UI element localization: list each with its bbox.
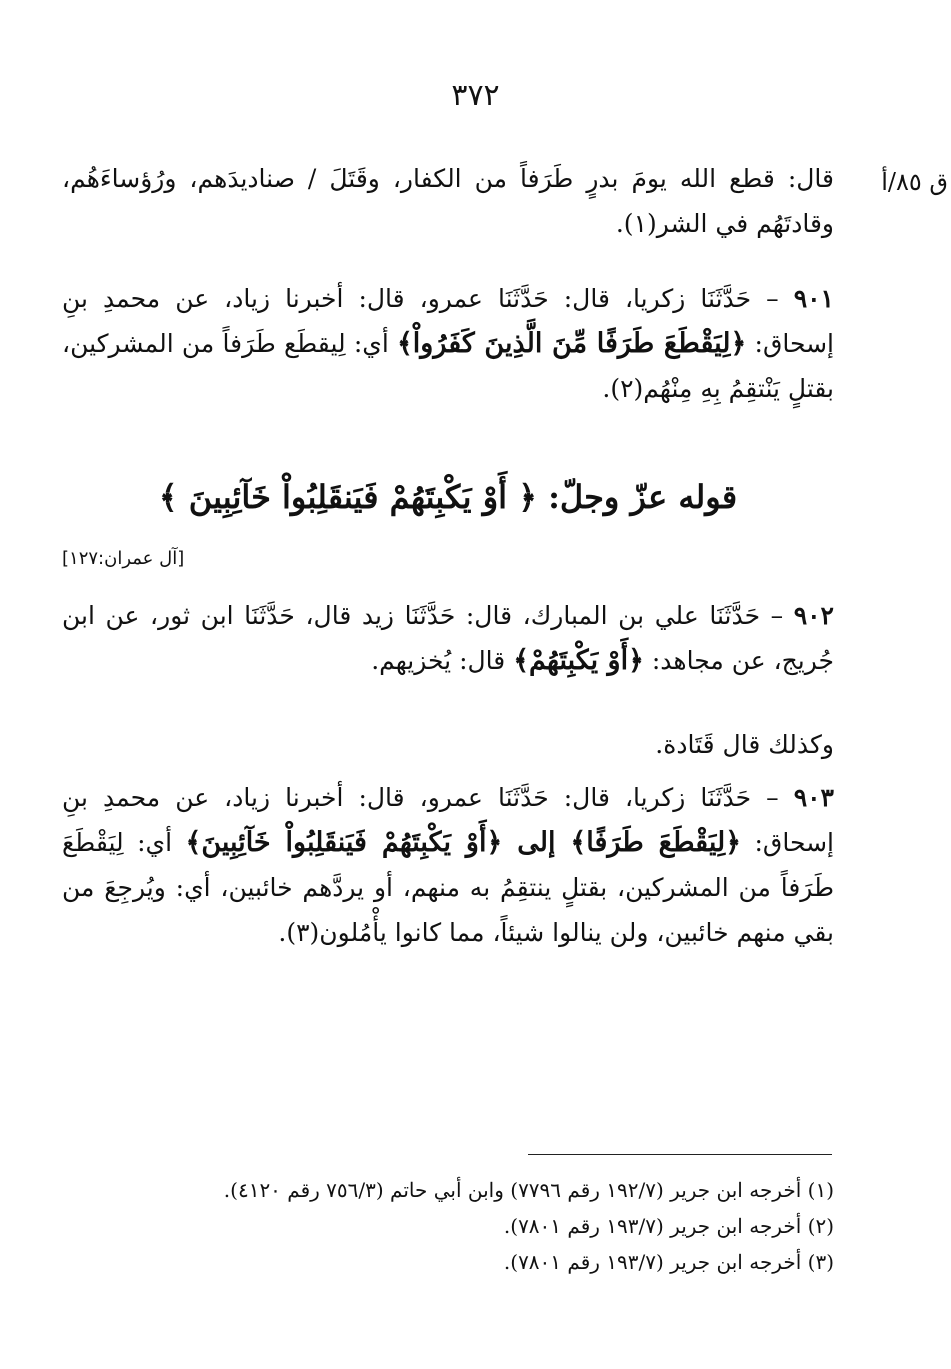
- quran-quote: ﴿لِيَقْطَعَ طَرَفًا مِّنَ الَّذِينَ كَفَرُواْ﴾: [396, 328, 747, 359]
- hadith-number: ٩٠١: [793, 284, 834, 313]
- footnote-divider: [528, 1154, 832, 1155]
- hadith-902: [62, 593, 834, 683]
- footnote-3: (٣) أخرجه ابن جرير (١٩٣/٧ رقم ٧٨٠١).: [503, 1250, 834, 1274]
- paragraph-text: وكذلك قال قَتَادة.: [655, 730, 834, 759]
- hadith-901: [62, 276, 834, 411]
- hadith-number: ٩٠٣: [793, 783, 834, 812]
- footnotes: [62, 1172, 834, 1280]
- quran-quote: ﴿أَوْ يَكْبِتَهُمْ﴾: [513, 645, 644, 676]
- hadith-text: أي: لِيَقْطَعَ طَرَفاً من المشركين، بقتلٍ ينتقِمُ به منهم، أو يردَّهم خائبين، أي: ويُرجِعَ من بقي منهم خائبين، ولن ينالوا شيئاً، مما كانوا يأْمُلون(٣).: [62, 828, 834, 947]
- connector-text: إلى: [502, 827, 571, 858]
- hadith-text: – حَدَّثَنَا علي بن المبارك، قال: حَدَّثَنَا زيد قال، حَدَّثَنَا ابن ثور، عن ابن جُريج، عن مجاهد:: [62, 601, 834, 675]
- page-number: ٣٧٢: [451, 78, 500, 113]
- hadith-text: قال: يُخزيهم.: [371, 646, 514, 675]
- marginal-manuscript-note: ق ٨٥/أ: [881, 168, 948, 196]
- paragraph-qatada: [62, 722, 834, 767]
- footnote-2: (٢) أخرجه ابن جرير (١٩٣/٧ رقم ٧٨٠١).: [503, 1214, 834, 1238]
- section-heading: [62, 478, 834, 516]
- hadith-text: – حَدَّثَنَا زكريا، قال: حَدَّثَنَا عمرو، قال: أخبرنا زياد، عن محمدِ بنِ إسحاق:: [62, 284, 834, 358]
- hadith-text: أي: لِيقطَع طَرَفاً من المشركين، بقتلٍ يَنْتقِمُ بِهِ مِنْهُم(٢).: [62, 329, 834, 403]
- paragraph-intro: [62, 156, 834, 246]
- heading-verse: ﴿ أَوْ يَكْبِتَهُمْ فَيَنقَلِبُواْ خَآئِبِينَ ﴾: [158, 478, 537, 516]
- hadith-903: [62, 775, 834, 955]
- paragraph-text: قال: قطع الله يومَ بدرٍ طَرَفاً من الكفار، وقَتَلَ / صناديدَهم، ورُؤساءَهُم، وقادتَهُم في الشر(١).: [62, 164, 834, 238]
- hadith-text: – حَدَّثَنَا زكريا، قال: حَدَّثَنَا عمرو، قال: أخبرنا زياد، عن محمدِ بنِ إسحاق:: [62, 783, 834, 857]
- footnote-1: (١) أخرجه ابن جرير (١٩٢/٧ رقم ٧٧٩٦) وابن أبي حاتم (٧٥٦/٣ رقم ٤١٢٠).: [223, 1178, 834, 1202]
- hadith-number: ٩٠٢: [793, 601, 834, 630]
- heading-prefix: قوله عزّ وجلّ:: [536, 478, 738, 516]
- quran-quote: ﴿أَوْ يَكْبِتَهُمْ فَيَنقَلِبُواْ خَآئِبِينَ﴾: [185, 827, 503, 858]
- quran-quote: ﴿لِيَقْطَعَ طَرَفًا﴾: [570, 827, 742, 858]
- verse-reference: [آل عمران:١٢٧]: [62, 548, 185, 569]
